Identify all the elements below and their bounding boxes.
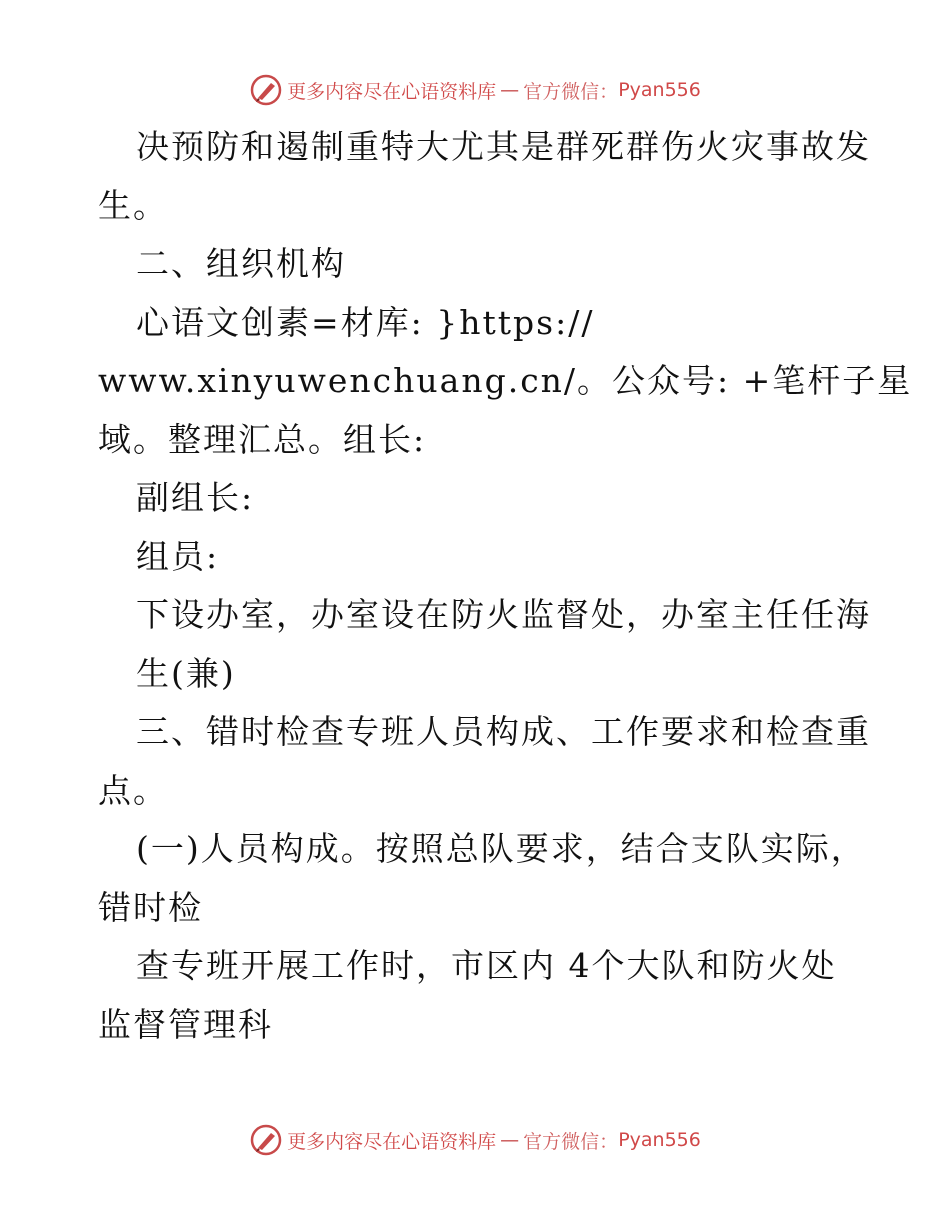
banner-wechat-account: Pyan556 [618, 1129, 701, 1151]
section-heading: 三、错时检查专班人员构成、工作要求和检查重 [136, 712, 871, 751]
banner-wechat-label: 官方微信： [523, 80, 619, 103]
banner-separator: — [500, 1129, 520, 1151]
text-line: 域。整理汇总。组长: [98, 419, 427, 459]
text-line: 查专班开展工作时，市区内 4个大队和防火处 [136, 946, 837, 985]
text-line: 心语文创素=材库: }https:// [136, 302, 595, 342]
banner-separator: — [500, 79, 520, 101]
banner-text: 更多内容尽在心语资料库 [287, 1130, 497, 1153]
pen-logo-icon [249, 73, 283, 107]
pen-logo-icon [249, 1123, 283, 1157]
text-line: 组员: [136, 536, 220, 576]
text-line: 点。 [98, 770, 168, 810]
text-line: 决预防和遏制重特大尤其是群死群伤火灾事故发 [136, 127, 871, 166]
document-body [98, 118, 913, 1054]
banner-wechat-label: 官方微信： [523, 1130, 619, 1153]
banner-text: 更多内容尽在心语资料库 [287, 80, 497, 103]
text-line: 生。 [98, 185, 168, 225]
text-line: www.xinyuwenchuang.cn/。公众号: +笔杆子星 [98, 361, 913, 400]
banner-wechat-account: Pyan556 [618, 79, 701, 101]
header-banner [0, 70, 950, 110]
text-line: 生(兼) [136, 653, 236, 693]
section-heading: 二、组织机构 [136, 244, 346, 283]
footer-banner [0, 1120, 950, 1160]
text-line: 错时检 [98, 887, 203, 927]
text-line: (一)人员构成。按照总队要求，结合支队实际， [136, 829, 866, 868]
text-line: 监督管理科 [98, 1004, 273, 1044]
text-line: 副组长: [136, 478, 255, 517]
text-line: 下设办室，办室设在防火监督处，办室主任任海 [136, 595, 871, 634]
